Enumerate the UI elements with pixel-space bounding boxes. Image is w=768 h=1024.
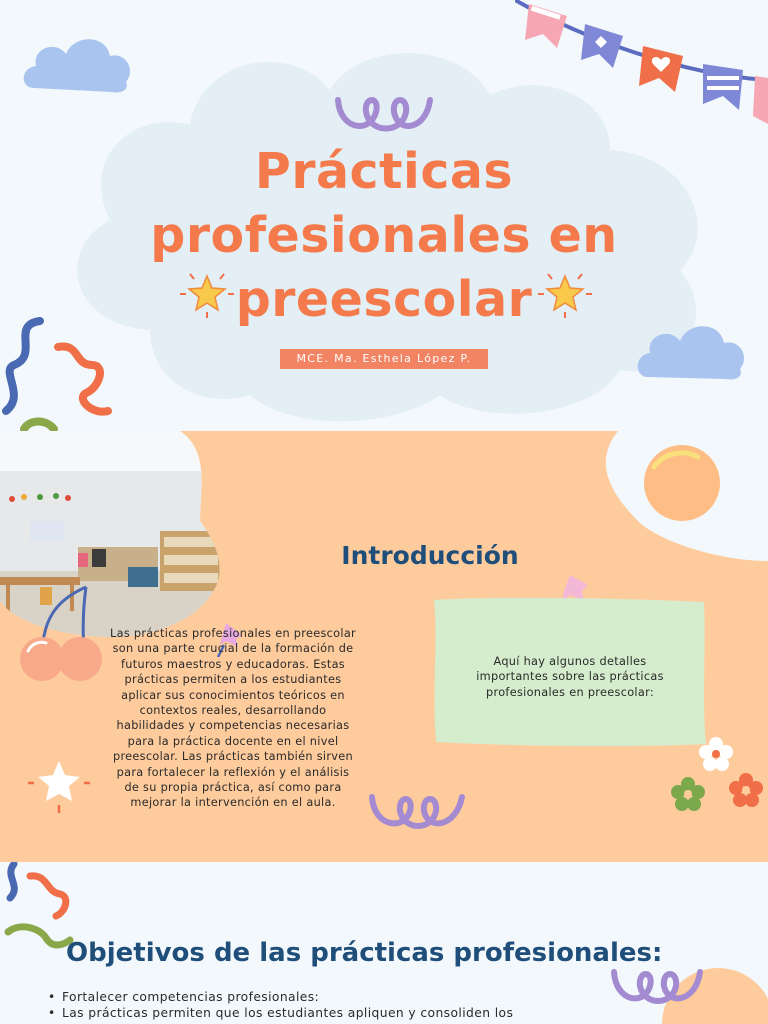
author-badge: MCE. Ma. Esthela López P. [280,349,488,369]
background-decoration [600,962,768,1024]
title-line: Prácticas [254,143,514,200]
swirl-icon [330,90,440,140]
title-line: profesionales en [150,207,618,264]
squiggle-icon [0,315,120,431]
section-heading: Objetivos de las prácticas profesionales: [66,938,663,968]
bunting-icon [515,0,768,140]
list-item: • Fortalecer competencias profesionales: [48,990,608,1006]
note-text: Aquí hay algunos detalles importantes sobre las prácticas profesionales en preescolar: [476,655,664,699]
cloud-icon [22,30,134,96]
title-line: preescolar [235,271,533,328]
objectives-list [48,990,608,1021]
list-item: • Las prácticas permiten que los estudiantes apliquen y consoliden los [48,1006,608,1022]
section-heading: Introducción [341,541,519,570]
star-icon [26,753,92,815]
cherries-icon [14,581,114,685]
swirl-icon [366,789,470,839]
background-decoration [598,431,768,561]
page-title [110,140,658,332]
intro-body-text: Las prácticas profesionales en preescolar son una parte crucial de la formación de futuros maestros y educadoras. Estas prácticas permiten a los estudiantes aplicar sus conocimientos teóricos en contextos reales, desarrollando habilidades y competencias necesarias para la práctica docente en el nivel preescolar. Las prácticas también sirven para fortalecer la reflexión y el análisis de su propia práctica, así como para mejorar la intervención en el aula. [110,627,356,810]
